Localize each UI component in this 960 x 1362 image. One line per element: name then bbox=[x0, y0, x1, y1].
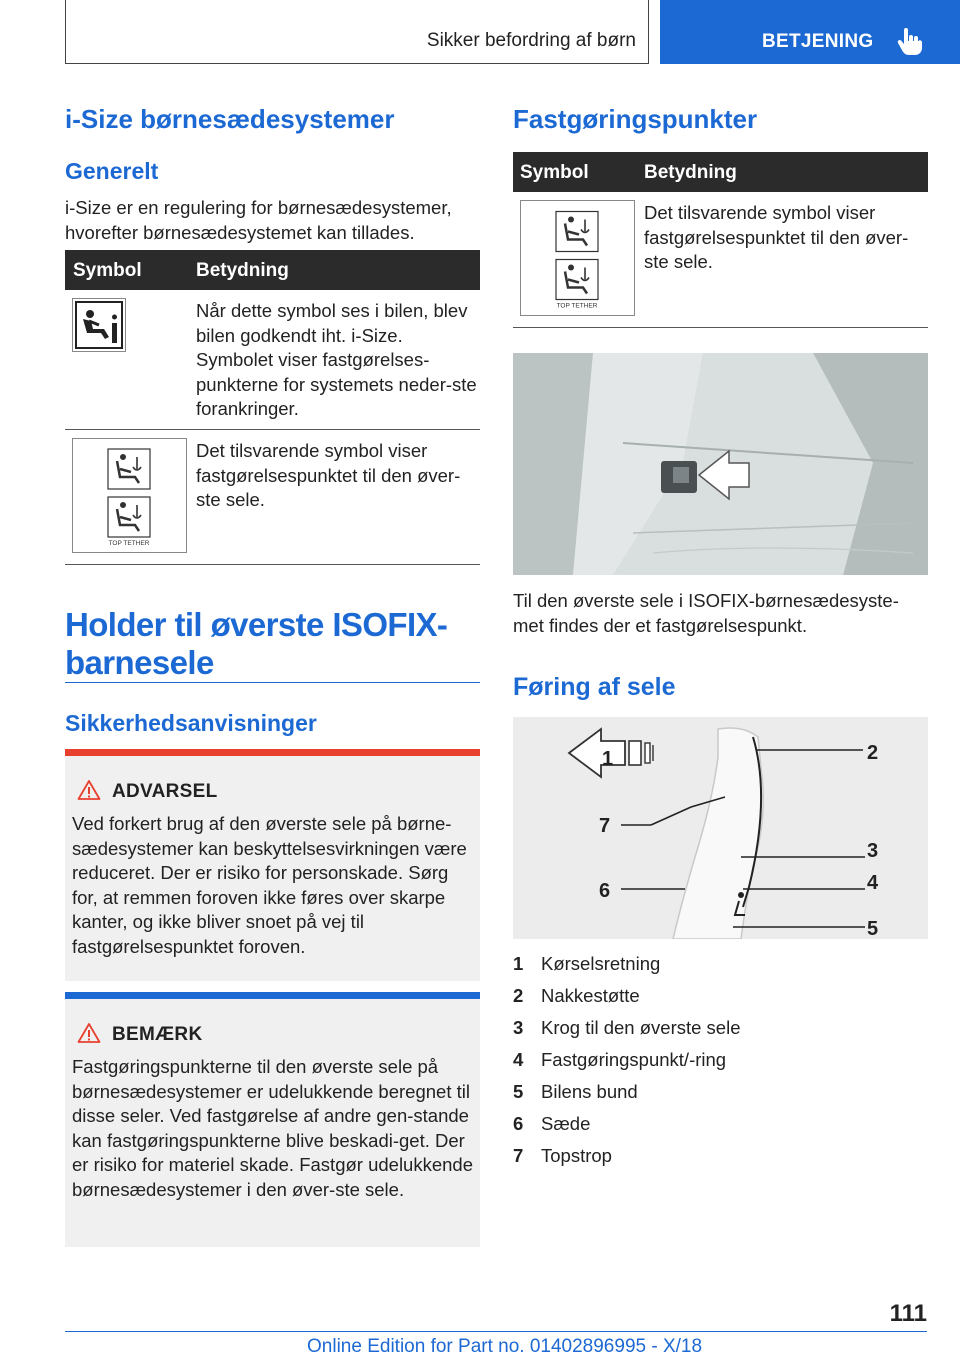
isize-seat-icon bbox=[73, 299, 125, 351]
table-header-left bbox=[65, 250, 480, 290]
top-tether-symbol-right bbox=[520, 200, 635, 316]
note-text: Fastgøringspunkterne til den øverste sele på børnesædesystemer er udelukkende beregnet til disse seler. Ved fastgørelse af andre gen-stande kan fastgøringspunkterne blive beskadi-get. Der er risiko for materiel skade. Fastgør udelukkende børnesædesystemer i den øver-ste sele. bbox=[72, 1056, 474, 1200]
main-heading-isofix: Holder til øverste ISOFIX-barnesele bbox=[65, 606, 448, 681]
seat-anchor-illustration bbox=[513, 353, 928, 575]
warning-box bbox=[65, 749, 480, 981]
table-header-symbol: Symbol bbox=[73, 260, 142, 281]
diagram-label-4: 4 bbox=[867, 872, 879, 894]
table-header-right-betydning: Betydning bbox=[644, 162, 737, 183]
diagram-label-3: 3 bbox=[867, 840, 879, 862]
diagram-label-7: 7 bbox=[599, 815, 611, 837]
page-number: 111 bbox=[889, 1300, 927, 1327]
anchor-point-photo bbox=[513, 353, 928, 575]
warning-triangle-icon bbox=[77, 779, 101, 801]
hand-pointer-icon bbox=[896, 28, 922, 56]
intro-paragraph: i-Size er en regulering for børnesædesystemer, hvorefter børnesædesystemet kan tillades. bbox=[65, 197, 452, 243]
footer-edition[interactable]: Online Edition for Part no. 01402896995 - X/18 bbox=[307, 1336, 703, 1357]
diagram-label-1: 1 bbox=[602, 748, 614, 770]
diagram-label-5: 5 bbox=[867, 918, 879, 939]
top-tether-label: TOP TETHER bbox=[108, 540, 150, 547]
legend-num: 2 bbox=[513, 985, 524, 1006]
seat-routing-diagram bbox=[513, 717, 928, 939]
table-left-divider bbox=[65, 429, 480, 430]
top-tether-symbol-left bbox=[72, 438, 187, 553]
top-tether-icon bbox=[73, 439, 186, 552]
routing-diagram bbox=[513, 717, 928, 939]
note-bar bbox=[65, 992, 480, 999]
isize-symbol bbox=[72, 298, 126, 352]
note-title: BEMÆRK bbox=[112, 1024, 203, 1045]
section-title: Sikker befordring af børn bbox=[426, 30, 636, 51]
photo-caption: Til den øverste sele i ISOFIX-børnesædesyste-met findes der et fastgørelsespunkt. bbox=[513, 590, 899, 636]
main-heading-underline bbox=[65, 682, 480, 683]
chapter-tab-label: BETJENING bbox=[762, 31, 874, 52]
subheading-generelt-text: Generelt bbox=[65, 158, 159, 184]
section-heading-isize: i-Size børnesædesystemer bbox=[65, 104, 395, 134]
legend-text: Kørselsretning bbox=[541, 953, 661, 974]
table-right-row-text: Det tilsvarende symbol viser fastgørelsespunktet til den øver-ste sele. bbox=[644, 202, 909, 272]
legend-text: Nakkestøtte bbox=[541, 985, 640, 1006]
legend-text: Topstrop bbox=[541, 1145, 612, 1166]
subheading-generelt bbox=[65, 158, 158, 185]
legend-num: 4 bbox=[513, 1049, 524, 1070]
top-tether-label-right: TOP TETHER bbox=[556, 302, 598, 310]
table-header-right bbox=[513, 152, 928, 192]
table-left-row1-text: Når dette symbol ses i bilen, blev bilen godkendt iht. i-Size. Symbolet viser fastgørelses-punkterne for systemets neder-ste forankringer. bbox=[196, 300, 477, 419]
note-triangle-icon bbox=[77, 1022, 101, 1044]
table-right-bottom-line bbox=[513, 327, 928, 328]
chapter-tab[interactable] bbox=[660, 0, 960, 64]
legend-text: Bilens bund bbox=[541, 1081, 638, 1102]
legend-num: 5 bbox=[513, 1081, 524, 1102]
legend-num: 6 bbox=[513, 1113, 524, 1134]
note-box bbox=[65, 992, 480, 1247]
table-header-right-symbol: Symbol bbox=[520, 162, 589, 183]
warning-bar bbox=[65, 749, 480, 756]
safety-heading: Sikkerhedsanvisninger bbox=[65, 710, 317, 736]
legend-num: 1 bbox=[513, 953, 524, 974]
routing-heading: Føring af sele bbox=[513, 673, 676, 701]
legend-num: 3 bbox=[513, 1017, 524, 1038]
table-header-betydning: Betydning bbox=[196, 260, 289, 281]
footer-divider bbox=[65, 1331, 927, 1332]
warning-title: ADVARSEL bbox=[112, 781, 218, 802]
warning-text: Ved forkert brug af den øverste sele på børne-sædesystemer kan beskyttelsesvirkningen være reduceret. Der er risiko for personskade. Sørg for, at remmen foroven ikke føres over skarpe kanter, og ikke bliver snoet på vej til fastgørelsespunktet foroven. bbox=[72, 813, 467, 957]
legend-num: 7 bbox=[513, 1145, 524, 1166]
table-left-bottom-line bbox=[65, 564, 480, 565]
diagram-label-2: 2 bbox=[867, 742, 879, 764]
legend-text: Fastgøringspunkt/-ring bbox=[541, 1049, 727, 1070]
table-left-row2-text: Det tilsvarende symbol viser fastgørelsespunktet til den øver-ste sele. bbox=[196, 440, 461, 510]
top-tether-icon-right bbox=[521, 201, 634, 315]
diagram-label-6: 6 bbox=[599, 880, 611, 902]
section-heading-fastgoring: Fastgøringspunkter bbox=[513, 104, 758, 134]
header-section-box bbox=[65, 0, 649, 64]
legend-text: Krog til den øverste sele bbox=[541, 1017, 741, 1038]
legend-text: Sæde bbox=[541, 1113, 591, 1134]
